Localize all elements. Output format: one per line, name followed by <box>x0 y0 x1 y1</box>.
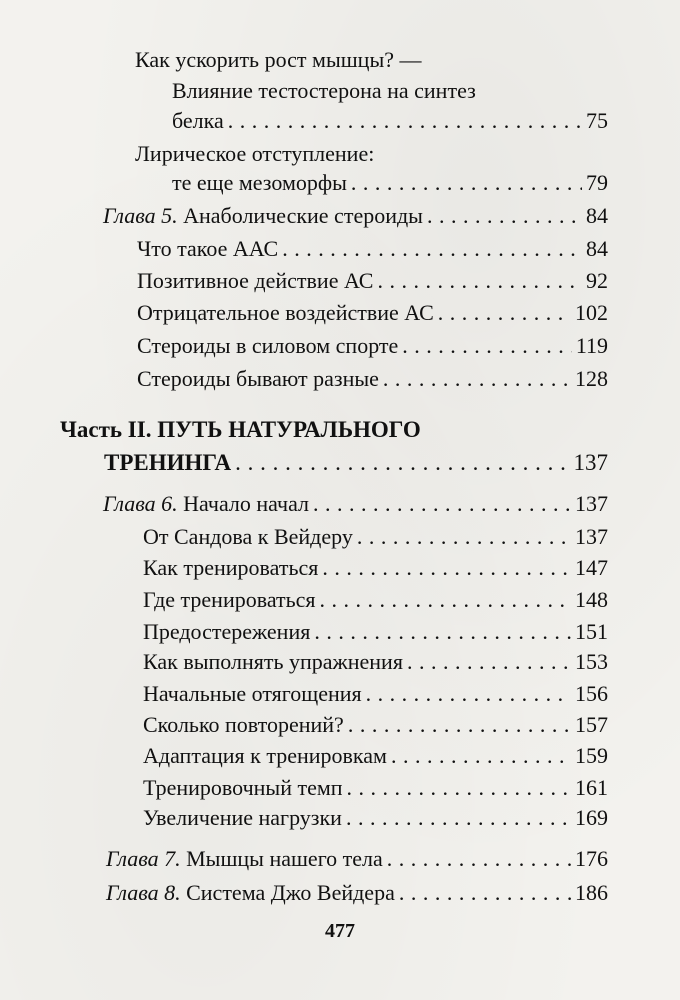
toc-entry-label: Сколько повторений? <box>143 712 344 737</box>
toc-entry-page: 128 <box>575 366 608 391</box>
toc-entry <box>172 166 608 200</box>
toc-entry <box>143 615 608 649</box>
toc-entry-label: ТРЕНИНГА <box>104 450 232 475</box>
toc-entry-page: 153 <box>575 649 608 674</box>
toc-entry-label <box>106 842 383 876</box>
toc-entry-leader <box>348 708 571 742</box>
chapter-title: Анаболические стероиды <box>183 203 423 228</box>
toc-entry-leader <box>391 739 571 773</box>
toc-entry-leader <box>346 801 571 835</box>
toc-entry-page: 159 <box>575 743 608 768</box>
toc-entry-leader <box>313 487 571 521</box>
toc-chapter-entry <box>106 842 608 876</box>
toc-entry-page: 156 <box>575 681 608 706</box>
toc-entry-label: Как выполнять упражнения <box>143 649 403 674</box>
toc-entry-leader <box>366 677 571 711</box>
toc-chapter-entry <box>106 876 608 910</box>
toc-entry-page: 151 <box>575 619 608 644</box>
toc-entry <box>137 232 608 266</box>
toc-entry-leader <box>438 296 571 330</box>
toc-entry <box>143 583 608 617</box>
toc-entry-leader <box>322 551 571 585</box>
toc-entry-page: 75 <box>586 108 608 133</box>
toc-entry-label: Где тренироваться <box>143 587 316 612</box>
toc-entry-label: Отрицательное воздействие АС <box>137 300 434 325</box>
toc-entry-label: Увеличение нагрузки <box>143 805 342 830</box>
toc-entry-leader <box>402 329 572 363</box>
chapter-title: Мышцы нашего тела <box>186 846 383 871</box>
chapter-prefix: Глава 6. <box>103 491 178 516</box>
toc-entry-page: 119 <box>575 333 608 358</box>
toc-entry-leader <box>351 166 582 200</box>
toc-part-entry <box>104 446 608 480</box>
chapter-title: Начало начал <box>183 491 310 516</box>
toc-entry-label: белка <box>172 108 224 133</box>
toc-entry-page: 161 <box>575 775 608 800</box>
toc-entry <box>137 329 608 363</box>
toc-entry-page: 84 <box>586 203 608 228</box>
toc-entry-label: Начальные отягощения <box>143 681 362 706</box>
toc-entry <box>143 677 608 711</box>
toc-entry-leader <box>407 645 571 679</box>
toc-entry-label: Позитивное действие АС <box>137 268 374 293</box>
toc-entry-leader <box>377 264 582 298</box>
toc-entry-label: Стероиды в силовом спорте <box>137 333 399 358</box>
toc-entry-leader <box>347 771 571 805</box>
toc-chapter-entry <box>103 487 608 521</box>
toc-part-title: Часть II. ПУТЬ НАТУРАЛЬНОГО <box>60 417 421 442</box>
toc-entry <box>143 771 608 805</box>
chapter-prefix: Глава 5. <box>103 203 178 228</box>
toc-entry-page: 169 <box>575 805 608 830</box>
toc-entry <box>143 708 608 742</box>
toc-entry-leader <box>235 446 569 480</box>
toc-entry <box>143 801 608 835</box>
toc-entry <box>137 264 608 298</box>
toc-entry-leader <box>399 876 571 910</box>
toc-entry-page: 137 <box>575 491 608 516</box>
toc-entry-label <box>106 876 395 910</box>
toc-entry-leader <box>427 199 582 233</box>
toc-entry-leader <box>228 104 582 138</box>
toc-entry-leader <box>314 615 571 649</box>
toc-entry <box>137 362 608 396</box>
toc-entry-label: Стероиды бывают разные <box>137 366 379 391</box>
toc-entry-page: 186 <box>575 880 608 905</box>
toc-entry-leader <box>383 362 571 396</box>
toc-entry-page: 79 <box>586 170 608 195</box>
toc-entry-leader <box>357 520 571 554</box>
toc-entry-label: Предостережения <box>143 619 311 644</box>
toc-entry-page: 137 <box>575 524 608 549</box>
toc-entry-label <box>103 199 423 233</box>
toc-entry <box>172 104 608 138</box>
toc-line-heading: Как ускорить рост мышцы? — <box>135 47 422 72</box>
toc-entry-label: От Сандова к Вейдеру <box>143 524 353 549</box>
toc-entry <box>143 551 608 585</box>
toc-entry-label <box>103 487 309 521</box>
toc-entry-page: 148 <box>575 587 608 612</box>
toc-entry <box>143 739 608 773</box>
toc-line-subheading: Влияние тестостерона на синтез <box>172 78 476 103</box>
toc-entry <box>143 645 608 679</box>
toc-entry-leader <box>282 232 582 266</box>
toc-entry-page: 84 <box>586 236 608 261</box>
toc-entry-label: Тренировочный темп <box>143 775 343 800</box>
toc-entry-leader <box>320 583 571 617</box>
toc-entry <box>143 520 608 554</box>
toc-entry-label: Что такое ААС <box>137 236 279 261</box>
toc-entry-page: 157 <box>575 712 608 737</box>
toc-entry-page: 176 <box>575 846 608 871</box>
toc-entry <box>137 296 608 330</box>
toc-line-heading: Лирическое отступление: <box>135 141 375 166</box>
toc-entry-label: те еще мезоморфы <box>172 170 347 195</box>
toc-entry-page: 92 <box>586 268 608 293</box>
toc-entry-page: 102 <box>575 300 608 325</box>
toc-entry-leader <box>387 842 571 876</box>
toc-entry-page: 137 <box>573 450 608 475</box>
chapter-prefix: Глава 7. <box>106 846 181 871</box>
toc-entry-label: Адаптация к тренировкам <box>143 743 387 768</box>
chapter-prefix: Глава 8. <box>106 880 181 905</box>
page-number: 477 <box>325 920 355 942</box>
toc-chapter-entry <box>103 199 608 233</box>
toc-entry-label: Как тренироваться <box>143 555 319 580</box>
chapter-title: Система Джо Вейдера <box>186 880 395 905</box>
toc-entry-page: 147 <box>575 555 608 580</box>
